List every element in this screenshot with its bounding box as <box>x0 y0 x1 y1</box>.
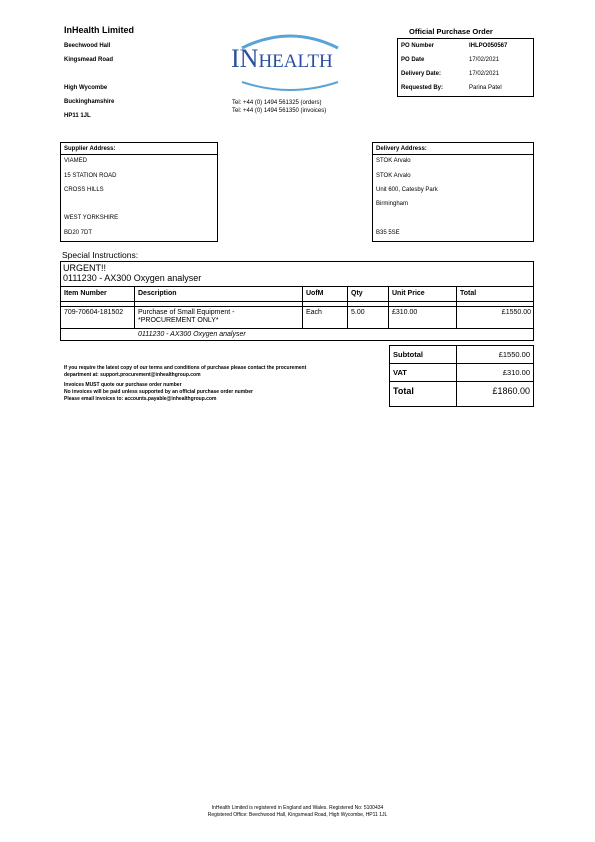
company-address-line: Buckinghamshire <box>64 99 115 105</box>
table-header-item-number: Item Number <box>64 290 107 297</box>
totals-box <box>389 345 534 407</box>
supplier-line: WEST YORKSHIRE <box>64 215 119 221</box>
divider <box>61 154 217 155</box>
logo-wordmark <box>231 44 333 74</box>
delivery-line: STOK Arvalo <box>376 173 411 179</box>
table-divider <box>61 301 533 302</box>
logo-text-health: HEALTH <box>258 51 333 72</box>
special-instructions-box <box>60 261 534 287</box>
supplier-line: 15 STATION ROAD <box>64 173 117 179</box>
table-divider <box>134 287 135 328</box>
po-label: PO Date <box>401 57 425 63</box>
table-cell-item-number: 709-70604-181502 <box>64 309 124 316</box>
table-cell-description: *PROCUREMENT ONLY* <box>138 317 219 324</box>
table-cell-total: £1550.00 <box>501 309 531 316</box>
terms-line: Invoices MUST quote our purchase order number <box>64 382 182 388</box>
tel-orders: Tel: +44 (0) 1494 561325 (orders) <box>232 100 322 106</box>
company-name: InHealth Limited <box>64 25 135 35</box>
po-value: Parina Patel <box>469 85 502 91</box>
items-table <box>60 286 534 341</box>
table-header-qty: Qty <box>351 290 363 297</box>
subtotal-value: £1550.00 <box>498 350 530 359</box>
footer-registration: InHealth Limited is registered in England and Wales. Registered No: 5100434 <box>211 805 384 811</box>
total-value: £1860.00 <box>492 386 530 396</box>
supplier-line: BD20 7DT <box>64 230 93 236</box>
company-address-line: Kingsmead Road <box>64 57 114 63</box>
table-divider <box>61 306 533 307</box>
vat-value: £310.00 <box>502 368 530 377</box>
subtotal-label: Subtotal <box>393 350 423 359</box>
company-address-line: HP11 1JL <box>64 113 91 119</box>
table-divider <box>456 287 457 328</box>
totals-divider <box>390 381 533 382</box>
po-details-box <box>397 38 534 97</box>
terms-line: department at: support.procurement@inhealthgroup.com <box>64 372 201 378</box>
table-divider <box>388 287 389 328</box>
instructions-line: URGENT!! <box>63 263 107 273</box>
terms-line: Please email invoices to: accounts.payable@inhealthgroup.com <box>64 396 217 402</box>
totals-divider <box>390 363 533 364</box>
delivery-line: Birmingham <box>376 201 409 207</box>
table-note: 0111230 - AX300 Oxygen analyser <box>138 331 246 338</box>
total-label: Total <box>393 386 414 396</box>
supplier-address-box <box>60 142 218 242</box>
table-header-unit-price: Unit Price <box>392 290 425 297</box>
company-address-line: Beechwood Hall <box>64 43 111 49</box>
tel-invoices: Tel: +44 (0) 1494 561350 (invoices) <box>232 108 327 114</box>
table-cell-uofm: Each <box>306 309 322 316</box>
supplier-line: CROSS HILLS <box>64 187 104 193</box>
special-instructions-heading: Special Instructions: <box>62 250 139 260</box>
terms-line: No invoices will be paid unless supported by an official purchase order number <box>64 389 253 395</box>
logo-text-in: IN <box>231 44 259 73</box>
table-header-description: Description <box>138 290 177 297</box>
delivery-line: Unit 600, Catesby Park <box>376 187 438 193</box>
po-heading: Official Purchase Order <box>409 27 493 36</box>
totals-divider <box>456 346 457 406</box>
po-value: 17/02/2021 <box>469 57 500 63</box>
supplier-line: VIAMED <box>64 158 88 164</box>
delivery-line: B35 5SE <box>376 230 400 236</box>
table-divider <box>61 328 533 329</box>
table-cell-qty: 5.00 <box>351 309 365 316</box>
po-label: Delivery Date: <box>401 71 442 77</box>
table-header-total: Total <box>460 290 477 297</box>
po-label: PO Number <box>401 43 435 49</box>
company-address-line: High Wycombe <box>64 85 108 91</box>
instructions-line: 0111230 - AX300 Oxygen analyser <box>63 273 202 283</box>
vat-label: VAT <box>393 368 407 377</box>
delivery-line: STOK Arvalo <box>376 158 411 164</box>
footer-registered-office: Registered Office: Beechwood Hall, Kingsmead Road, High Wycombe, HP11 1JL <box>207 812 388 818</box>
table-cell-description: Purchase of Small Equipment - <box>138 309 235 316</box>
table-cell-unit-price: £310.00 <box>392 309 418 316</box>
table-divider <box>302 287 303 328</box>
table-header-uofm: UofM <box>306 290 324 297</box>
po-value: IHLPO050567 <box>469 43 508 49</box>
supplier-heading: Supplier Address: <box>64 146 116 152</box>
divider <box>373 154 533 155</box>
terms-line: If you require the latest copy of our terms and conditions of purchase please contact the procurement <box>64 365 307 371</box>
delivery-address-box <box>372 142 534 242</box>
table-divider <box>347 287 348 328</box>
po-label: Requested By: <box>401 85 444 91</box>
inhealth-logo <box>222 26 358 92</box>
po-value: 17/02/2021 <box>469 71 500 77</box>
delivery-heading: Delivery Address: <box>376 146 427 152</box>
